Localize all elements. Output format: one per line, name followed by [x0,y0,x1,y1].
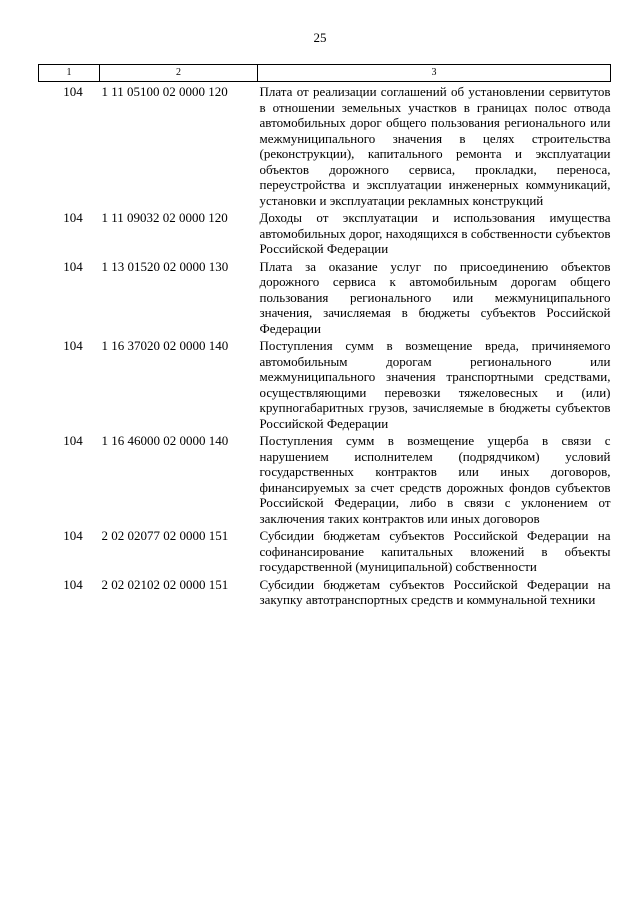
admin-code-cell: 104 [63,576,83,592]
budget-code-cell: 1 13 01520 02 0000 130 [101,258,229,274]
budget-code-cell: 2 02 02102 02 0000 151 [101,576,229,592]
description-cell: Субсидии бюджетам субъектов Российской Федерации на софинансирование капитальных вложений в объекты государственной (муниципальной) собственности [259,528,611,574]
description-cell: Поступления сумм в возмещение вреда, причиняемого автомобильным дорогам регионального или межмуниципального значения транспортными средствами, осуществляющими перевозки тяжеловесных и (или) крупногабаритных грузов, зачисляемые в бюджеты субъектов Российской Федерации [259,338,611,431]
admin-code-cell: 104 [63,338,83,353]
page-number: 25 [313,30,327,45]
budget-code-cell: 1 11 09032 02 0000 120 [101,210,228,225]
description-cell: Доходы от эксплуатации и использования имущества автомобильных дорог, находящихся в собственности субъектов Российской Федерации [259,210,611,256]
column-header-1: 1 [39,65,100,82]
table-header-row [39,65,611,82]
description-cell: Плата от реализации соглашений об установлении сервитутов в отношении земельных участков в границах полос отвода автомобильных дорог общего пользования регионального или межмуниципального значения в целях строительства (реконструкции), капитального ремонта и эксплуатации объектов дорожного сервиса, прокладки, переноса, переустройства и эксплуатации инженерных коммуникаций, установки и эксплуатации рекламных конструкций [259,84,611,208]
table-row [39,82,611,209]
table-row [39,208,611,257]
budget-code-cell: 2 02 02077 02 0000 151 [101,528,229,543]
admin-code-cell: 104 [63,210,83,225]
table-row [39,336,611,431]
budget-code-cell: 1 16 46000 02 0000 140 [101,433,229,448]
admin-code-cell: 104 [63,84,83,99]
admin-code-cell: 104 [63,433,83,448]
revenue-codes-table [38,64,611,608]
table-row [39,575,611,608]
budget-code-cell: 1 16 37020 02 0000 140 [101,338,229,353]
table-row [39,257,611,337]
admin-code-cell: 104 [63,258,83,274]
description-cell: Поступления сумм в возмещение ущерба в связи с нарушением исполнителем (подрядчиком) условий государственных контрактов или иных договоров, финансируемых за счет средств дорожных фондов субъектов Российской Федерации, либо в связи с уклонением от заключения таких контрактов или иных договоров [259,433,611,526]
admin-code-cell: 104 [63,528,83,543]
column-header-3: 3 [258,65,611,82]
description-cell: Субсидии бюджетам субъектов Российской Федерации на закупку автотранспортных средств и коммунальной техники [259,576,611,607]
table-row [39,526,611,575]
budget-code-cell: 1 11 05100 02 0000 120 [101,84,228,99]
description-cell: Плата за оказание услуг по присоединению объектов дорожного сервиса к автомобильным дорогам общего пользования регионального или межмуниципального значения, зачисляемая в бюджеты субъектов Российской Федерации [259,258,611,336]
table-row [39,431,611,526]
column-header-2: 2 [100,65,258,82]
